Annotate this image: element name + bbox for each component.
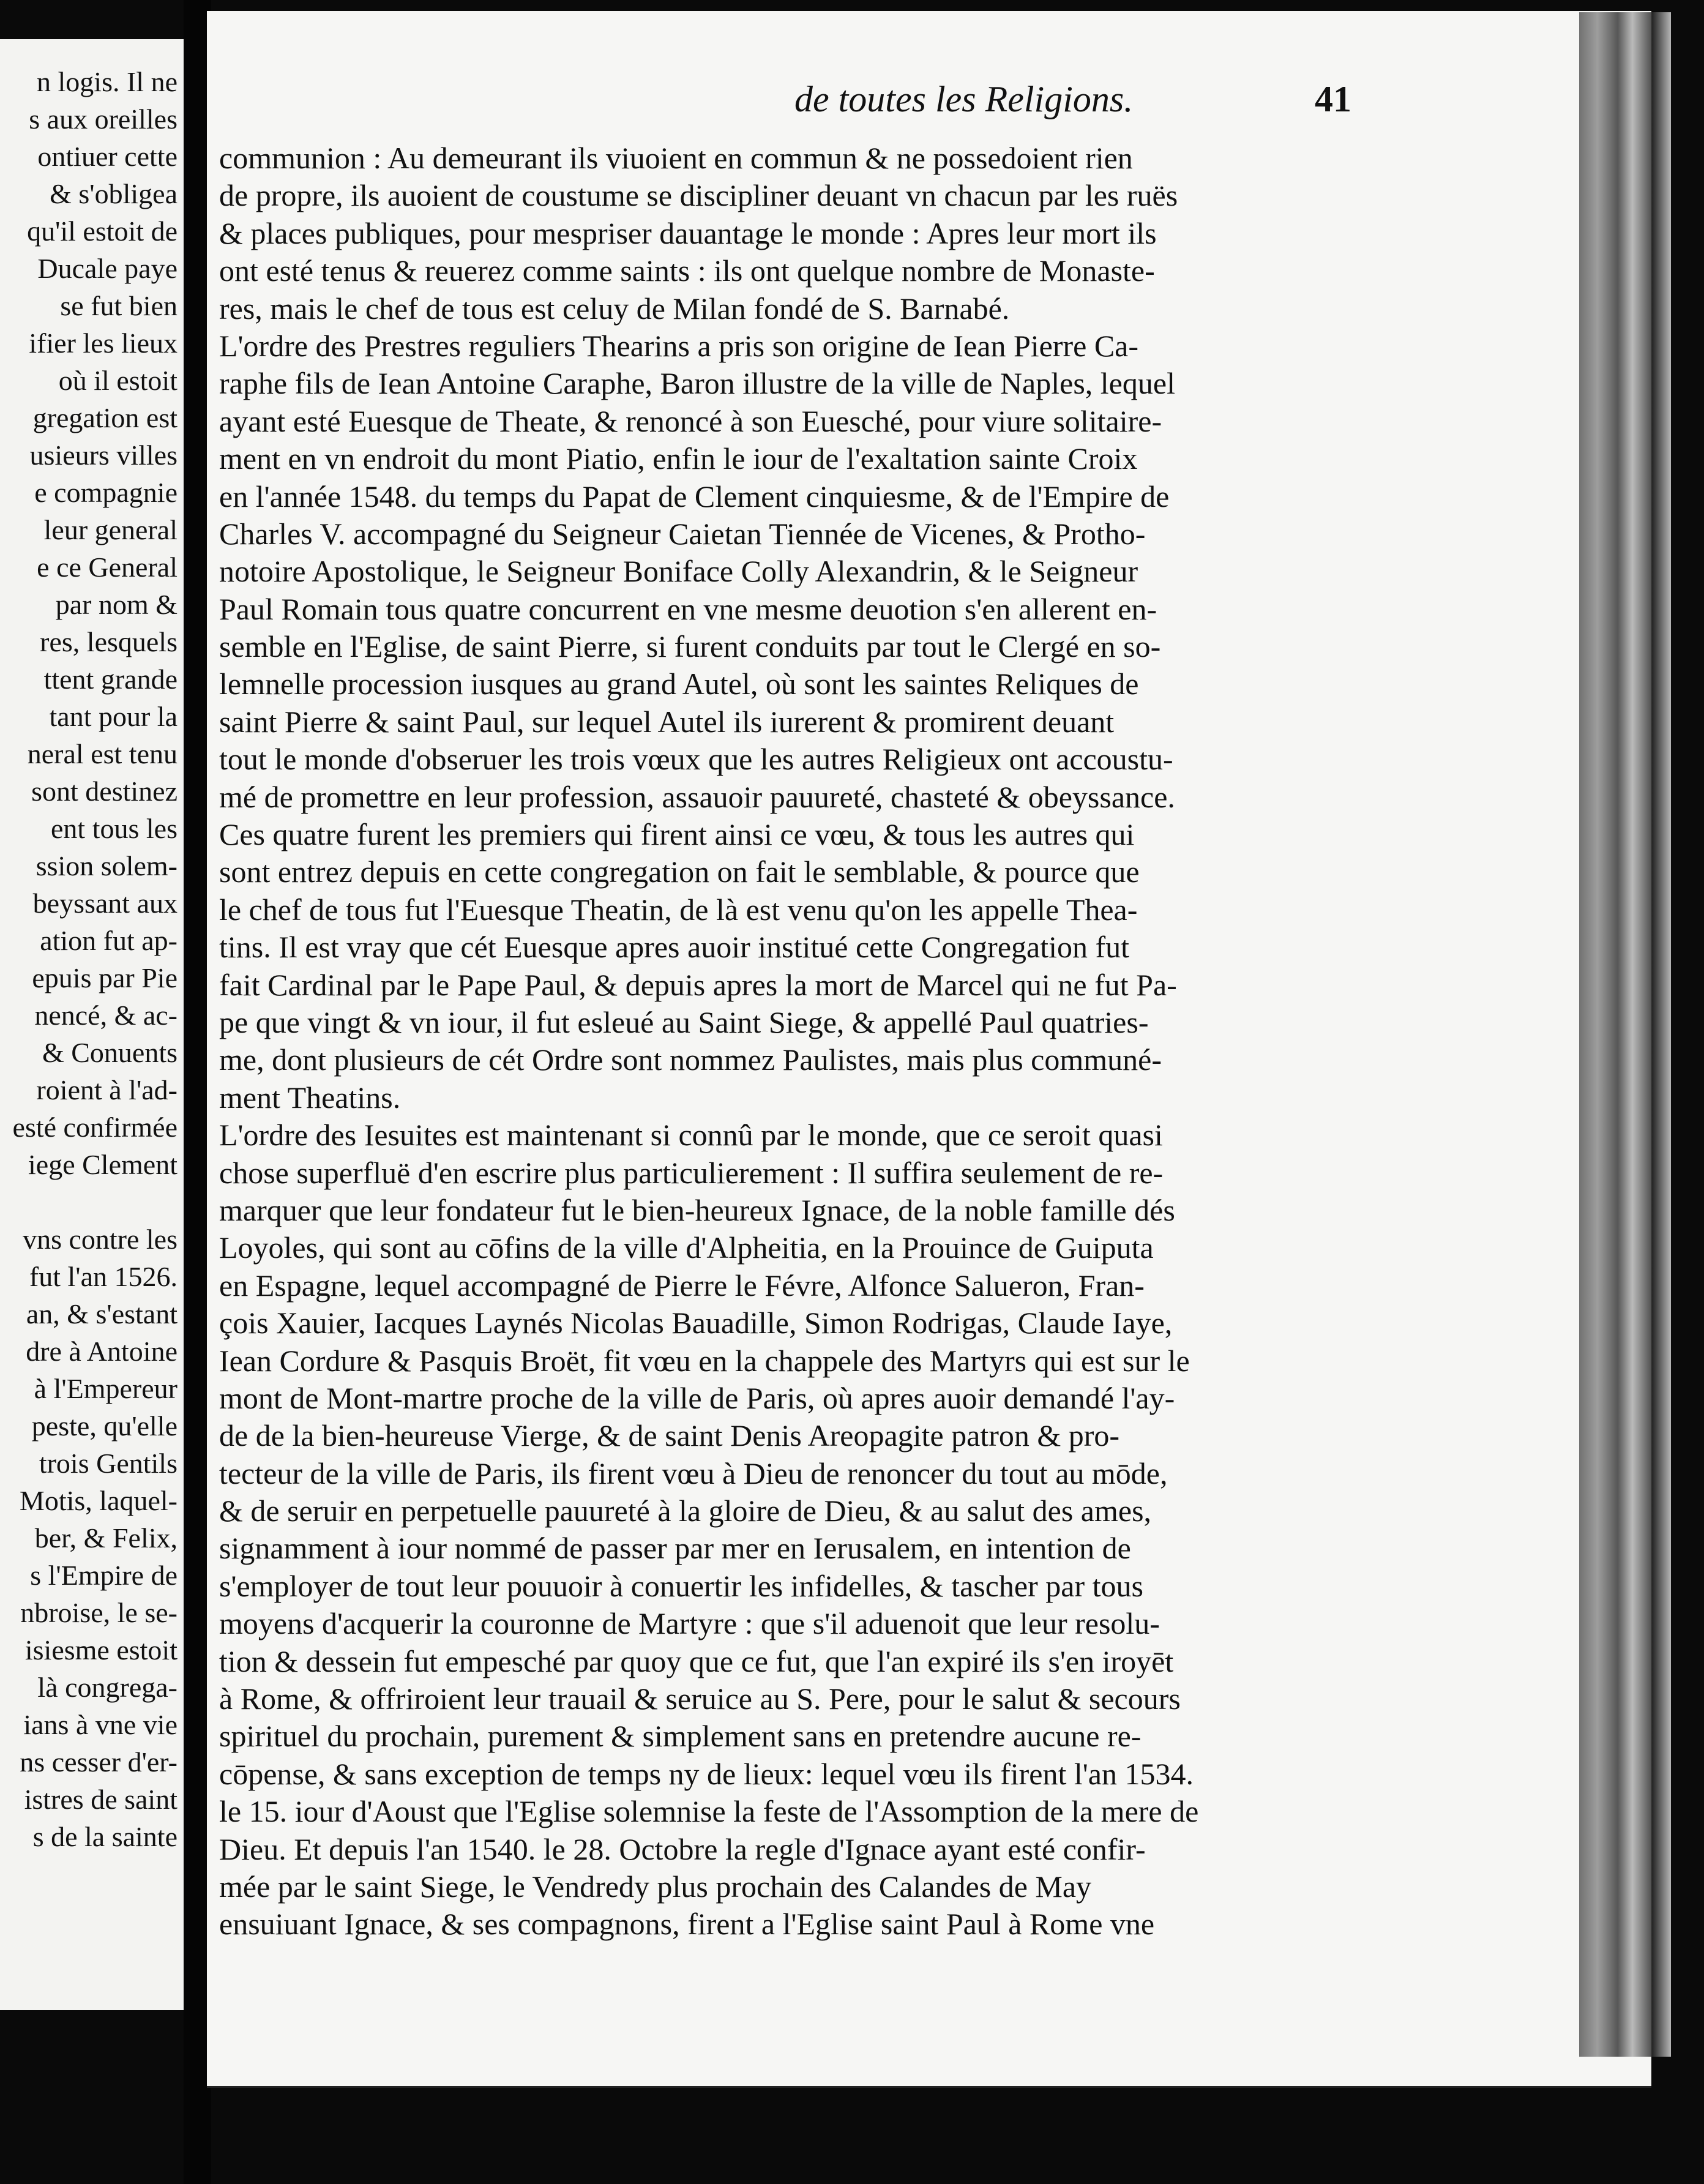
left-page-line: & s'obligea: [50, 178, 177, 209]
text-line: L'ordre des Prestres reguliers Thearins a pris son origine de Iean Pierre Ca-: [219, 328, 1139, 363]
text-line: tout le monde d'obseruer les trois vœux que les autres Religieux ont accoustu-: [219, 742, 1173, 777]
left-page-line: iege Clement: [28, 1149, 177, 1180]
left-page-line: ation fut ap-: [40, 925, 177, 956]
text-line: notoire Apostolique, le Seigneur Boniface Colly Alexandrin, & le Seigneur: [219, 554, 1138, 589]
text-line: mé de promettre en leur profession, assauoir pauureté, chasteté & obeyssance.: [219, 779, 1175, 814]
text-line: ment en vn endroit du mont Piatio, enfin le iour de l'exaltation sainte Croix: [219, 441, 1138, 476]
left-page-line: ifier les lieux: [29, 327, 177, 359]
text-line: spirituel du prochain, purement & simplement sans en pretendre aucune re-: [219, 1719, 1142, 1754]
text-line: Loyoles, qui sont au cōfins de la ville d'Alpheitia, en la Prouince de Guiputa: [219, 1230, 1154, 1265]
text-line: mée par le saint Siege, le Vendredy plus prochain des Calandes de May: [219, 1869, 1092, 1904]
text-line: fait Cardinal par le Pape Paul, & depuis apres la mort de Marcel qui ne fut Pa-: [219, 967, 1177, 1002]
left-page-line: Motis, laquel-: [19, 1485, 177, 1516]
text-line: tins. Il est vray que cét Euesque apres auoir institué cette Congregation fut: [219, 930, 1130, 965]
left-page-line: res, lesquels: [40, 626, 177, 657]
text-line: sont entrez depuis en cette congregation on fait le semblable, & pource que: [219, 855, 1140, 889]
left-page-line: par nom &: [55, 589, 177, 620]
text-line: semble en l'Eglise, de saint Pierre, si furent conduits par tout le Clergé en so-: [219, 629, 1161, 664]
left-page-line: ssion solem-: [36, 850, 177, 881]
running-title: de toutes les Religions.: [794, 79, 1134, 119]
left-page-line: isiesme estoit: [24, 1634, 177, 1666]
text-line: à Rome, & offriroient leur trauail & seruice au S. Pere, pour le salut & secours: [219, 1681, 1181, 1716]
text-line: ensuiuant Ignace, & ses compagnons, firent a l'Eglise saint Paul à Rome vne: [219, 1907, 1155, 1942]
text-line: Paul Romain tous quatre concurrent en vne mesme deuotion s'en allerent en-: [219, 591, 1157, 626]
text-line: tecteur de la ville de Paris, ils firent vœu à Dieu de renoncer du tout au mōde,: [219, 1456, 1168, 1490]
left-page-line: beyssant aux: [32, 888, 177, 919]
right-page: [207, 11, 1651, 2088]
left-page-line: usieurs villes: [29, 439, 177, 471]
left-page-line: ontiuer cette: [37, 141, 177, 172]
left-page-line: s aux oreilles: [29, 103, 177, 135]
text-line: raphe fils de Iean Antoine Caraphe, Baron illustre de la ville de Naples, lequel: [219, 366, 1175, 401]
left-page-line: vns contre les: [23, 1224, 177, 1255]
left-page-line: ians à vne vie: [23, 1709, 177, 1740]
left-page-line: à l'Empereur: [34, 1373, 177, 1404]
left-page-line: qu'il estoit de: [27, 215, 177, 247]
left-page-line: neral est tenu: [27, 738, 177, 769]
left-page-line: ns cesser d'er-: [20, 1746, 177, 1778]
text-line: saint Pierre & saint Paul, sur lequel Autel ils iurerent & promirent deuant: [219, 704, 1115, 739]
text-line: moyens d'acquerir la couronne de Martyre : que s'il aduenoit que leur resolu-: [219, 1606, 1160, 1641]
left-page-line: & Conuents: [42, 1037, 177, 1068]
text-line: en Espagne, lequel accompagné de Pierre le Févre, Alfonce Salueron, Fran-: [219, 1268, 1145, 1303]
left-page-line: n logis. Il ne: [37, 66, 177, 97]
text-line: chose superfluë d'en escrire plus particulierement : Il suffira seulement de re-: [219, 1155, 1164, 1190]
text-line: Ces quatre furent les premiers qui firent ainsi ce vœu, & tous les autres qui: [219, 817, 1135, 852]
left-page-line: fut l'an 1526.: [29, 1261, 177, 1292]
left-page-line: Ducale paye: [37, 253, 177, 284]
left-page-line: epuis par Pie: [32, 962, 177, 993]
page-header: [207, 78, 1553, 133]
text-line: ont esté tenus & reuerez comme saints : ils ont quelque nombre de Monaste-: [219, 253, 1155, 288]
left-page-line: esté confirmée: [12, 1112, 177, 1143]
text-line: L'ordre des Iesuites est maintenant si connû par le monde, que ce seroit quasi: [219, 1118, 1163, 1153]
text-line: Dieu. Et depuis l'an 1540. le 28. Octobre la regle d'Ignace ayant esté confir-: [219, 1831, 1146, 1866]
text-line: de de la bien-heureuse Vierge, & de saint Denis Areopagite patron & pro-: [219, 1418, 1120, 1453]
text-line: & de seruir en perpetuelle pauureté à la gloire de Dieu, & au salut des ames,: [219, 1494, 1152, 1528]
text-line: s'employer de tout leur pouuoir à conuertir les infidelles, & tascher par tous: [219, 1568, 1143, 1603]
left-page-line: nbroise, le se-: [20, 1597, 177, 1628]
left-page-line: tant pour la: [49, 701, 177, 732]
left-page-line: où il estoit: [58, 365, 177, 396]
left-page-line: sont destinez: [31, 776, 177, 807]
left-page-line: dre à Antoine: [26, 1336, 177, 1367]
left-page-line: istres de saint: [24, 1784, 177, 1815]
left-page-line: an, & s'estant: [26, 1298, 177, 1329]
text-line: le 15. iour d'Aoust que l'Eglise solemnise la feste de l'Assomption de la mere de: [219, 1794, 1199, 1829]
text-line: marquer que leur fondateur fut le bien-heureux Ignace, de la noble famille dés: [219, 1192, 1175, 1227]
text-line: & places publiques, pour mespriser dauantage le monde : Apres leur mort ils: [219, 215, 1157, 250]
text-line: lemnelle procession iusques au grand Autel, où sont les saintes Reliques de: [219, 667, 1139, 701]
text-line: le chef de tous fut l'Euesque Theatin, de là est venu qu'on les appelle Thea-: [219, 892, 1138, 927]
left-page-line: ber, & Felix,: [34, 1522, 177, 1554]
left-page-line: se fut bien: [60, 290, 177, 321]
text-line: mont de Mont-martre proche de la ville de Paris, où apres auoir demandé l'ay-: [219, 1380, 1175, 1415]
text-line: çois Xauier, Iacques Laynés Nicolas Bauadille, Simon Rodrigas, Claude Iaye,: [219, 1306, 1173, 1341]
text-line: me, dont plusieurs de cét Ordre sont nommez Paulistes, mais plus communé-: [219, 1042, 1162, 1077]
left-page-line: s l'Empire de: [30, 1560, 177, 1591]
page-edge-stack: [1579, 12, 1671, 2057]
text-line: ment Theatins.: [219, 1080, 401, 1115]
text-line: pe que vingt & vn iour, il fut esleué au Saint Siege, & appellé Paul quatries-: [219, 1004, 1149, 1039]
text-line: Charles V. accompagné du Seigneur Caietan Tiennée de Vicenes, & Protho-: [219, 516, 1146, 551]
page-number: 41: [1315, 79, 1351, 119]
left-page-line: s de la sainte: [32, 1821, 177, 1852]
text-line: cōpense, & sans exception de temps ny de lieux: lequel vœu ils firent l'an 1534.: [219, 1756, 1194, 1791]
left-page-line: trois Gentils: [39, 1448, 177, 1479]
body-text: [219, 140, 1321, 1943]
text-line: de propre, ils auoient de coustume se discipliner deuant vn chacun par les ruës: [219, 178, 1178, 213]
left-page-line: roient à l'ad-: [36, 1074, 177, 1105]
left-page-line: gregation est: [32, 402, 177, 433]
left-page-line: là congrega-: [37, 1672, 177, 1703]
left-page-line: nencé, & ac-: [34, 1000, 177, 1031]
left-page-line: peste, qu'elle: [31, 1410, 177, 1442]
left-page-line: e compagnie: [34, 477, 177, 508]
text-line: ayant esté Euesque de Theate, & renoncé à son Euesché, pour viure solitaire-: [219, 403, 1162, 438]
left-page-line: ttent grande: [43, 664, 177, 695]
text-line: communion : Au demeurant ils viuoient en commun & ne possedoient rien: [219, 141, 1133, 175]
text-line: res, mais le chef de tous est celuy de Milan fondé de S. Barnabé.: [219, 291, 1010, 326]
left-facing-page: [0, 39, 184, 2010]
dark-margin: [1671, 0, 1704, 2184]
text-line: signamment à iour nommé de passer par mer en Ierusalem, en intention de: [219, 1531, 1131, 1566]
text-line: Iean Cordure & Pasquis Broët, fit vœu en la chappele des Martyrs qui est sur le: [219, 1343, 1190, 1378]
text-line: tion & dessein fut empesché par quoy que ce fut, que l'an expiré ils s'en iroyēt: [219, 1644, 1174, 1678]
left-page-line: ent tous les: [51, 813, 177, 844]
left-page-line: e ce General: [37, 552, 177, 583]
left-page-line: leur general: [43, 514, 177, 545]
text-line: en l'année 1548. du temps du Papat de Clement cinquiesme, & de l'Empire de: [219, 479, 1170, 514]
